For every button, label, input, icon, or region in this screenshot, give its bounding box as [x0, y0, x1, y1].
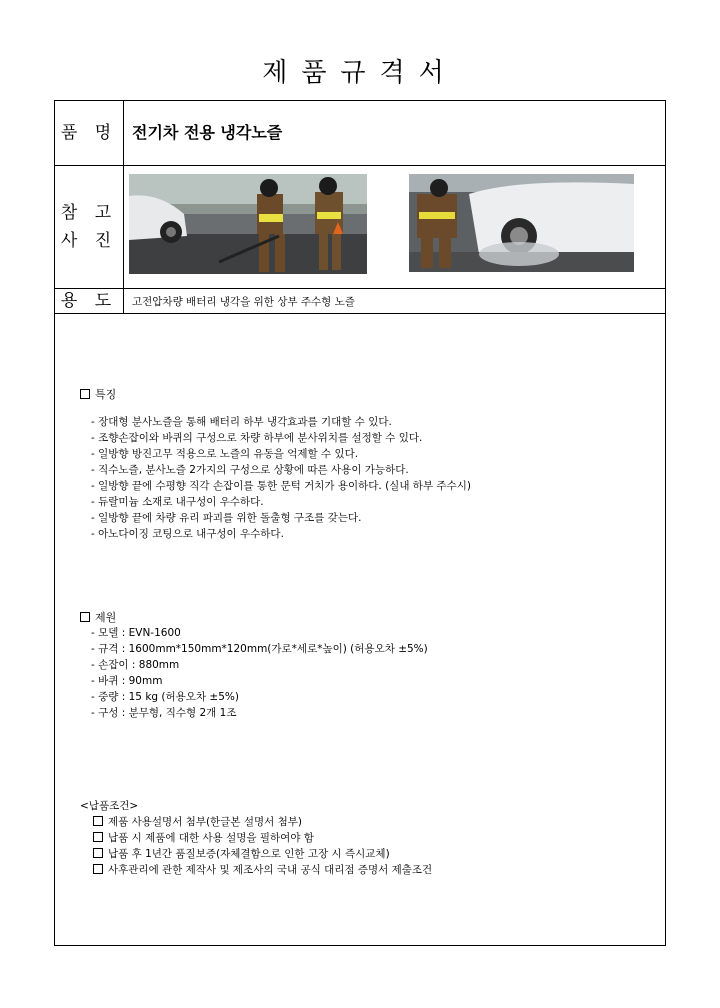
- checkbox-icon: [80, 389, 90, 399]
- list-item: - 구성 : 분무형, 직수형 2개 1조: [91, 707, 237, 719]
- list-item: - 바퀴 : 90mm: [91, 675, 163, 687]
- checkbox-icon: [93, 816, 103, 826]
- list-item: - 모델 : EVN-1600: [91, 627, 181, 639]
- list-item: - 장대형 분사노즐을 통해 배터리 하부 냉각효과를 기대할 수 있다.: [91, 416, 392, 428]
- document-title: 제품규격서: [262, 58, 458, 88]
- list-item: 납품 후 1년간 품질보증(자체결함으로 인한 고장 시 즉시교체): [93, 846, 432, 862]
- checkbox-icon: [93, 832, 103, 842]
- list-item: 제품 사용설명서 첨부(한글본 설명서 첨부): [93, 814, 432, 830]
- delivery-conditions-heading: <납품조건>: [80, 800, 139, 812]
- list-item: - 듀랄미늄 소재로 내구성이 우수하다.: [91, 496, 264, 508]
- list-item: - 규격 : 1600mm*150mm*120mm(가로*세로*높이) (허용오차 ±5%): [91, 643, 428, 655]
- product-name-value: 전기차 전용 냉각노즐: [132, 123, 283, 142]
- list-item: - 일방향 끝에 차량 유리 파괴를 위한 돌출형 구조를 갖는다.: [91, 512, 362, 524]
- details-section: [55, 314, 665, 945]
- usage-row: [55, 289, 665, 314]
- delivery-conditions-list: [93, 814, 432, 878]
- list-item: 사후관리에 관한 제작사 및 제조사의 국내 공식 대리점 증명서 제출조건: [93, 862, 432, 878]
- spec-table: [54, 100, 666, 946]
- list-item: 납품 시 제품에 대한 사용 설명을 필하여야 함: [93, 830, 432, 846]
- features-heading: 특징: [80, 386, 116, 402]
- list-item: - 직수노즐, 분사노즐 2가지의 구성으로 상황에 따른 사용이 가능하다.: [91, 464, 409, 476]
- checkbox-icon: [93, 848, 103, 858]
- usage-value: 고전압차량 배터리 냉각을 위한 상부 주수형 노즐: [132, 296, 355, 308]
- product-name-row: [55, 101, 665, 166]
- reference-photo-row: [55, 166, 665, 289]
- list-item: - 손잡이 : 880mm: [91, 659, 180, 671]
- product-name-label: 품 명: [55, 101, 124, 165]
- usage-label: 용 도: [55, 289, 124, 313]
- checkbox-icon: [93, 864, 103, 874]
- specs-heading: 제원: [80, 609, 116, 625]
- list-item: - 아노다이징 코팅으로 내구성이 우수하다.: [91, 528, 284, 540]
- list-item: - 조향손잡이와 바퀴의 구성으로 차량 하부에 분사위치를 설정할 수 있다.: [91, 432, 423, 444]
- specs-list: [91, 625, 428, 721]
- list-item: - 중량 : 15 kg (허용오차 ±5%): [91, 691, 239, 703]
- reference-photo-1: [129, 174, 367, 274]
- features-list: [91, 414, 471, 542]
- reference-photo-label: 참 고 사 진: [55, 166, 124, 288]
- list-item: - 일방향 끝에 수평향 직각 손잡이를 통한 문턱 거치가 용이하다. (실내 하부 주수시): [91, 480, 471, 492]
- checkbox-icon: [80, 612, 90, 622]
- list-item: - 일방향 방진고무 적용으로 노즐의 유동을 억제할 수 있다.: [91, 448, 359, 460]
- reference-photo-2: [409, 174, 634, 272]
